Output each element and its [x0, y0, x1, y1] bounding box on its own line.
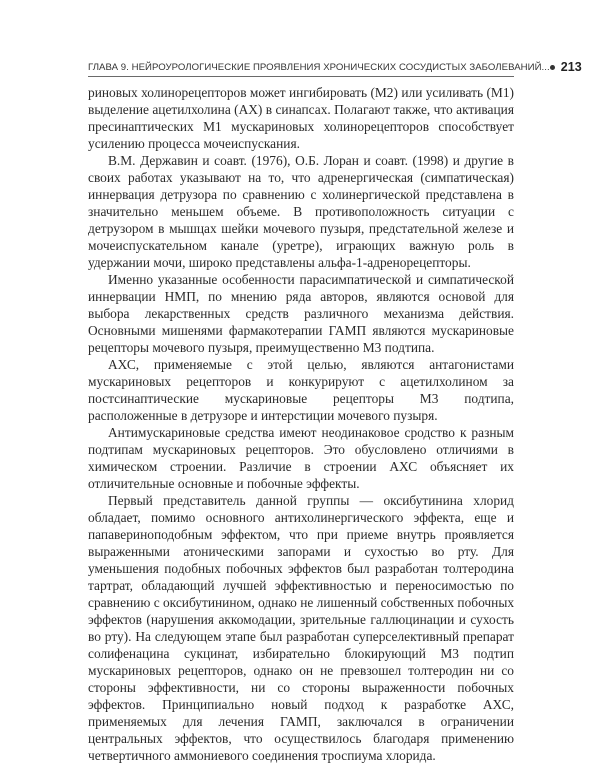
- paragraph: Первый представитель данной группы — оксибутинина хлорид обладает, помимо основного антихолинергического эффекта, еще и папавериноподобным эффектом, что при приеме внутрь проявляется выраженными атоническими запорами и сухостью во рту. Для уменьшения подобных побочных эффектов был разработан толтеродина тартрат, обладающий лучшей эффективностью и переносимостью по сравнению с оксибутинином, однако не лишенный собственных побочных эффектов (нарушения аккомодации, зрительные галлюцинации и сухость во рту). На следующем этапе был разработан суперселективный препарат солифенацина сукцинат, избирательно блокирующий М3 подтип мускариновых рецепторов, однако он не превзошел толтеродин ни со стороны эффективности, ни со стороны выраженности побочных эффектов. Принципиально новый подход к разработке АХС, применяемых для лечения ГАМП, заключался в ограничении центральных эффектов, что осуществилось благодаря применению четвертичного аммониевого соединения троспиума хлорида.: [88, 493, 515, 763]
- paragraph: В.М. Державин и соавт. (1976), О.Б. Лоран и соавт. (1998) и другие в своих работах указывают на то, что адренергическая (симпатическая) иннервация детрузора по сравнению с холинергической представлена в значительно меньшем объеме. В противоположность ситуации с детрузором в мышцах шейки мочевого пузыря, предстательной железе и мочеиспускательном канале (уретре), играющих важную роль в удержании мочи, широко представлены альфа-1-адренорецепторы.: [88, 153, 514, 270]
- paragraph: риновых холинорецепторов может ингибировать (М2) или усиливать (М1) выделение ацетилхолина (АХ) в синапсах. Полагают также, что активация пресинаптических М1 мускариновых холинорецепторов способствует усилению процесса мочеиспускания.: [88, 85, 514, 151]
- paragraph: Именно указанные особенности парасимпатической и симпатической иннервации НМП, по мнению ряда авторов, являются основой для выбора лекарственных средств различного механизма действия. Основными мишенями фармакотерапии ГАМП являются мускариновые рецепторы мочевого пузыря, преимущественно М3 подтипа.: [88, 272, 514, 355]
- paragraph: Антимускариновые средства имеют неодинаковое сродство к разным подтипам мускариновых рецепторов. Это обусловлено отличиями в химическом строении. Различие в строении АХС объясняет их отличительные основные и побочные эффекты.: [88, 425, 514, 491]
- running-header: [88, 58, 582, 77]
- body-text: [88, 84, 514, 764]
- paragraph: АХС, применяемые с этой целью, являются антагонистами мускариновых рецепторов и конкурируют с ацетилхолином за постсинаптические мускариновые рецепторы М3 подтипа, расположенные в детрузоре и интерстиции мочевого пузыря.: [88, 357, 514, 423]
- header-right: [550, 60, 582, 74]
- page-number: 213: [560, 60, 582, 74]
- running-title: ГЛАВА 9. НЕЙРОУРОЛОГИЧЕСКИЕ ПРОЯВЛЕНИЯ ХРОНИЧЕСКИХ СОСУДИСТЫХ ЗАБОЛЕВАНИЙ...: [88, 61, 550, 73]
- bullet-icon: [550, 65, 555, 70]
